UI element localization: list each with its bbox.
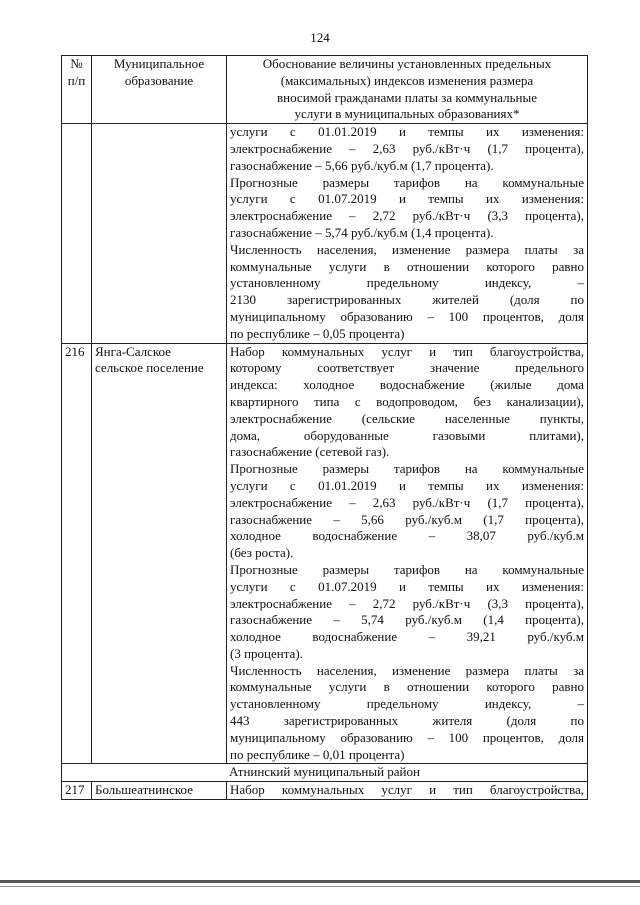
scan-border <box>0 880 640 883</box>
text-line: муниципальному образованию – 100 процентов, доля <box>230 729 584 745</box>
text-line: Численность населения, изменение размера платы за <box>230 662 584 678</box>
text-line: электроснабжение – 2,72 руб./кВт·ч (3,3 процента), <box>230 208 584 224</box>
text-line: установленному предельному индексу, – <box>230 275 584 291</box>
header-municipality-line: образование <box>124 72 194 88</box>
header-municipality <box>92 56 227 124</box>
table-row <box>62 782 588 800</box>
text-line: газоснабжение – 5,74 руб./куб.м (1,4 процента). <box>230 224 494 240</box>
text-line: 2130 зарегистрированных жителей (доля по <box>230 292 584 308</box>
text-line: газоснабжение – 5,66 руб./куб.м (1,7 процента), <box>230 511 584 527</box>
municipality-name: Янга-Салское <box>95 343 171 359</box>
section-heading-row <box>62 764 588 782</box>
header-number-line: № <box>70 56 83 71</box>
municipality-type: сельское поселение <box>95 360 204 376</box>
municipality-cell <box>92 343 227 764</box>
text-line: (3 процента). <box>230 645 303 661</box>
justification-cell <box>227 782 588 800</box>
text-line: установленному предельному индексу, – <box>230 696 584 712</box>
municipality-cell: Большеатнинское <box>92 782 227 800</box>
table-row <box>62 343 588 764</box>
text-line: Набор коммунальных услуг и тип благоустройства, <box>230 782 584 798</box>
text-line: Прогнозные размеры тарифов на коммунальные <box>230 174 584 190</box>
section-heading: Атнинский муниципальный район <box>62 764 588 782</box>
text-line: услуги с 01.07.2019 и темпы их изменения: <box>230 578 584 594</box>
text-line: по республике – 0,05 процента) <box>230 325 405 341</box>
text-line: услуги с 01.07.2019 и темпы их изменения: <box>230 191 584 207</box>
text-line: услуги с 01.01.2019 и темпы их изменения: <box>230 477 584 493</box>
text-line: которому соответствует значение предельного <box>230 360 584 376</box>
row-number-cell: 217 <box>62 782 92 800</box>
text-line: Прогнозные размеры тарифов на коммунальные <box>230 561 584 577</box>
justification-cell <box>227 343 588 764</box>
text-line: электроснабжение – 2,63 руб./кВт·ч (1,7 процента), <box>230 140 584 156</box>
text-line: коммунальные услуги в отношении которого равно <box>230 258 584 274</box>
scan-border <box>0 886 640 887</box>
header-number <box>62 56 92 124</box>
tariff-table <box>61 55 588 800</box>
text-line: индекса: холодное водоснабжение (жилые дома <box>230 377 584 393</box>
row-number-cell: 216 <box>62 343 92 764</box>
text-line: Прогнозные размеры тарифов на коммунальные <box>230 461 584 477</box>
header-justification-line: услуги в муниципальных образованиях* <box>294 106 520 122</box>
municipality-cell <box>92 124 227 343</box>
text-line: электроснабжение – 2,63 руб./кВт·ч (1,7 процента), <box>230 494 584 510</box>
text-line: услуги с 01.01.2019 и темпы их изменения: <box>230 124 584 140</box>
text-line: дома, оборудованные газовыми плитами), <box>230 427 584 443</box>
table-row <box>62 124 588 343</box>
text-line: по республике – 0,01 процента) <box>230 746 405 762</box>
header-justification-line: вносимой гражданами платы за коммунальные <box>277 89 537 105</box>
text-line: газоснабжение – 5,74 руб./куб.м (1,4 процента), <box>230 612 584 628</box>
justification-cell <box>227 124 588 343</box>
header-municipality-line: Муниципальное <box>113 56 205 71</box>
table-header-row <box>62 56 588 124</box>
text-line: электроснабжение – 2,72 руб./кВт·ч (3,3 процента), <box>230 595 584 611</box>
text-line: 443 зарегистрированных жителя (доля по <box>230 713 584 729</box>
text-line: газоснабжение (сетевой газ). <box>230 444 390 460</box>
header-justification-line: Обоснование величины установленных предельных <box>262 56 552 71</box>
text-line: (без роста). <box>230 545 294 561</box>
text-line: муниципальному образованию – 100 процентов, доля <box>230 308 584 324</box>
header-justification-line: (максимальных) индексов изменения размера <box>280 72 534 88</box>
row-number-cell <box>62 124 92 343</box>
text-line: коммунальные услуги в отношении которого равно <box>230 679 584 695</box>
text-line: холодное водоснабжение – 38,07 руб./куб.м <box>230 528 584 544</box>
header-justification <box>227 56 588 124</box>
text-line: холодное водоснабжение – 39,21 руб./куб.м <box>230 629 584 645</box>
text-line: Набор коммунальных услуг и тип благоустройства, <box>230 343 584 359</box>
text-line: газоснабжение – 5,66 руб./куб.м (1,7 процента). <box>230 157 494 173</box>
page-number: 124 <box>310 30 330 45</box>
header-number-line: п/п <box>67 72 86 88</box>
text-line: квартирного типа с водопроводом, без канализации), <box>230 393 584 409</box>
text-line: Численность населения, изменение размера платы за <box>230 241 584 257</box>
text-line: электроснабжение (сельские населенные пункты, <box>230 410 584 426</box>
